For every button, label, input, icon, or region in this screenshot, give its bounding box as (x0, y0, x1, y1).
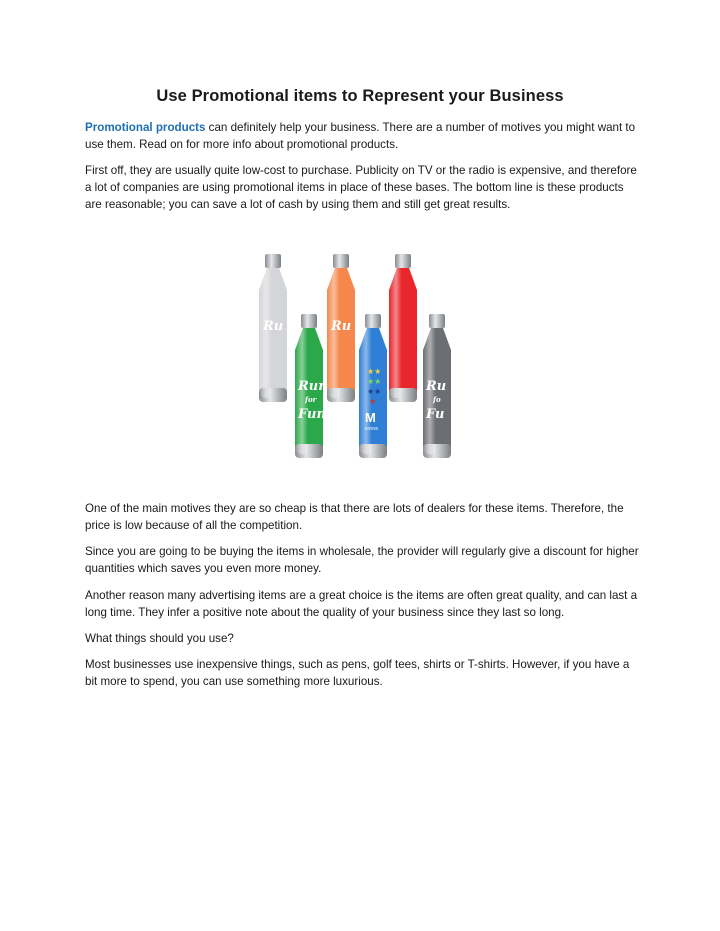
svg-text:★★: ★★ (367, 377, 382, 386)
bottle-print-fun: Fun (298, 407, 326, 422)
svg-text:Ru: Ru (263, 319, 284, 334)
logo-caption: MONK (365, 426, 379, 431)
paragraph-wholesale: Since you are going to be buying the items in wholesale, the provider will regularly give a discount for higher quantities which saves you even more money. (85, 545, 639, 575)
bottle-red (389, 254, 417, 402)
bottle-print-run: Run (298, 379, 328, 394)
logo-letter: M (365, 410, 376, 425)
bottles-illustration (255, 250, 470, 465)
svg-text:Ru: Ru (331, 319, 352, 334)
promotional-products-link[interactable]: Promotional products (85, 121, 206, 134)
bottle-green (295, 314, 328, 458)
svg-text:★★: ★★ (367, 367, 382, 376)
paragraph-quality: Another reason many advertising items are a great choice is the items are often great quality, and can last a long time. They infer a positive note about the quality of your business since they last so long. (85, 589, 638, 619)
bottle-orange (327, 254, 355, 402)
paragraph-dealers: One of the main motives they are so cheap is that there are lots of dealers for these items. Therefore, the price is low because of all the competition. (85, 502, 624, 532)
bottle-blue (359, 314, 387, 458)
svg-text:Fu: Fu (426, 407, 445, 422)
paragraph-examples: Most businesses use inexpensive things, such as pens, golf tees, shirts or T-shirts. However, if you have a bit more to spend, you can use something more luxurious. (85, 658, 630, 688)
bottle-clear (259, 254, 287, 402)
svg-text:Ru: Ru (426, 379, 447, 394)
bottle-smoke (423, 314, 451, 458)
intro-text: can definitely help your business. There are a number of motives you might want to use them. Read on for more info about promotional products. (85, 121, 636, 151)
paragraph-question: What things should you use? (85, 632, 234, 645)
paragraph-low-cost: First off, they are usually quite low-cost to purchase. Publicity on TV or the radio is expensive, and therefore a lot of companies are using promotional items in place of these bases. The bottom line is these products are reasonable; you can save a lot of cash by using them and still get great results. (85, 164, 637, 211)
svg-text:★★: ★★ (367, 387, 382, 396)
promotional-bottles-image (255, 250, 470, 465)
svg-text:★: ★ (369, 397, 377, 406)
intro-paragraph (85, 119, 640, 153)
svg-text:fo: fo (433, 395, 441, 404)
bottle-print-for: for (305, 395, 317, 404)
document-title: Use Promotional items to Represent your Business (156, 87, 564, 105)
